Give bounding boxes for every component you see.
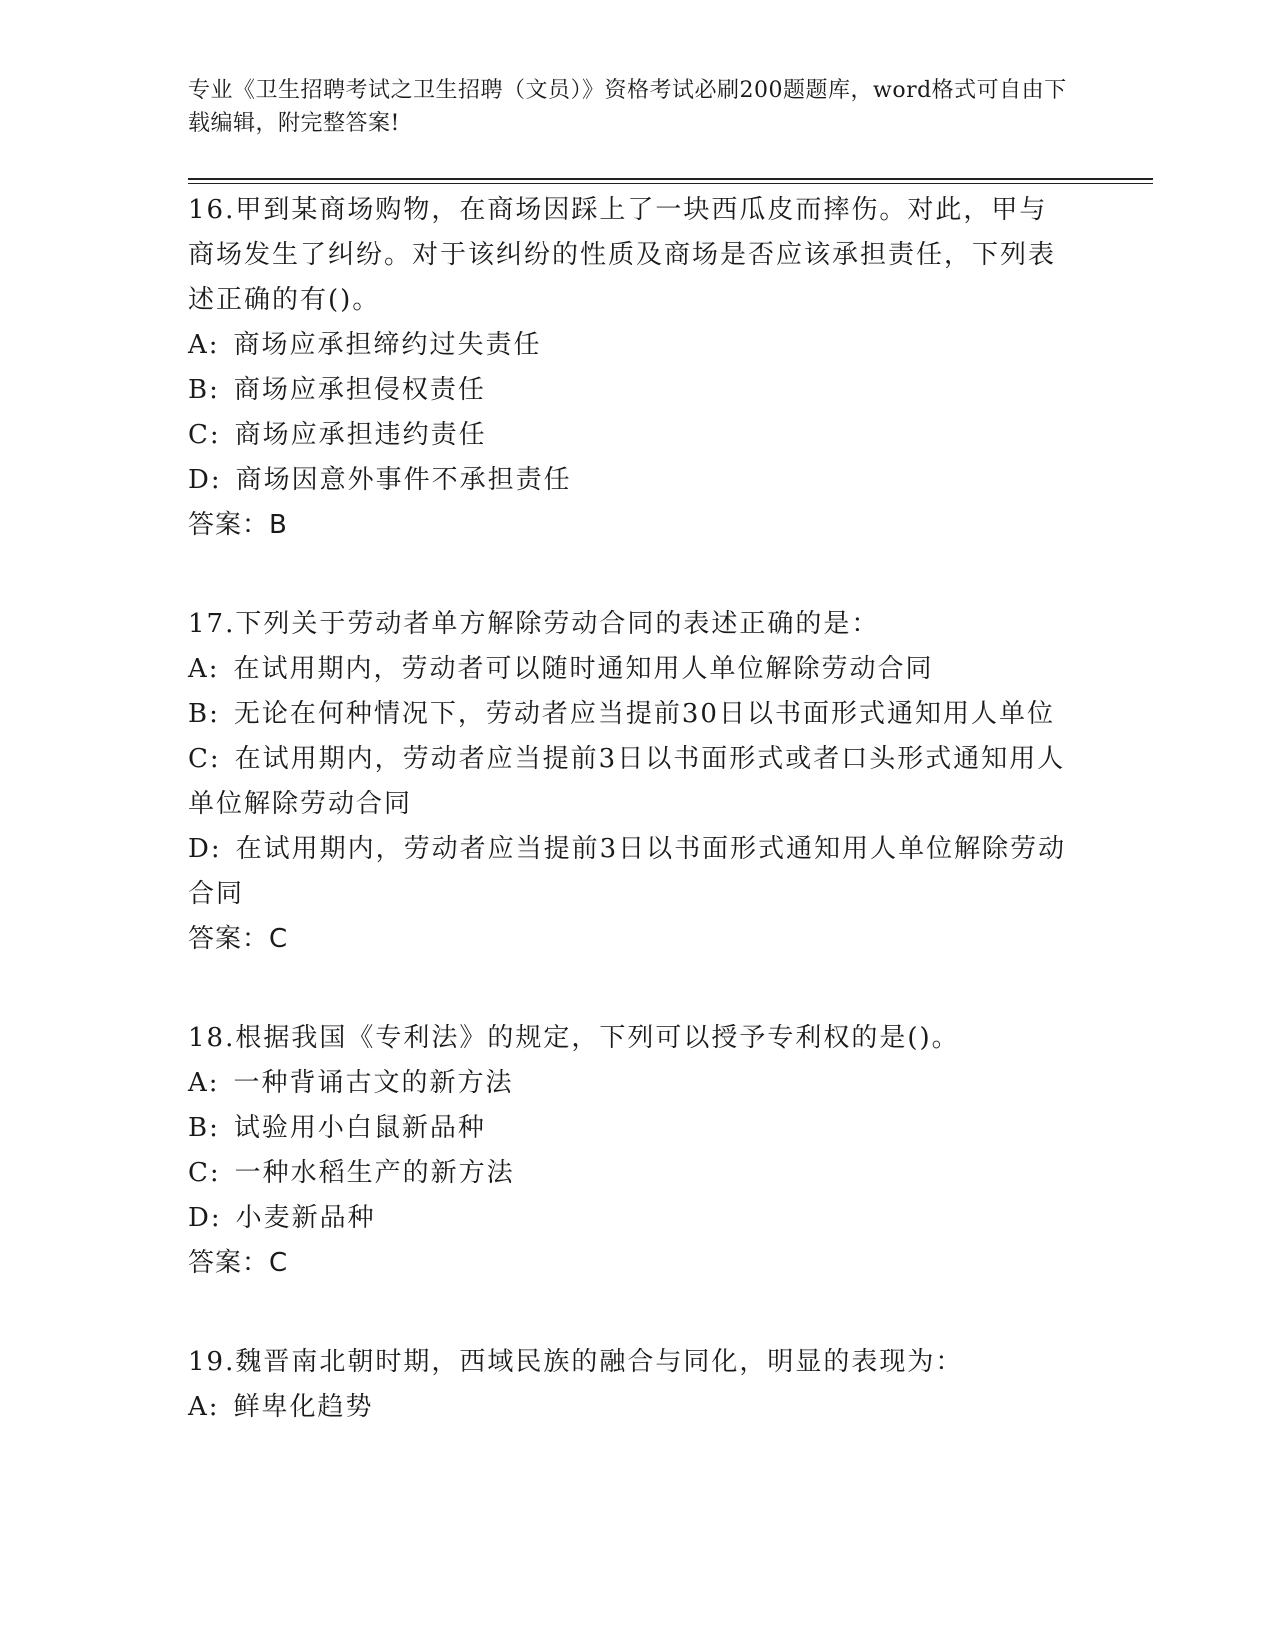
- question-18: [188, 1016, 1068, 1286]
- option-a: A: 一种背诵古文的新方法: [188, 1068, 514, 1098]
- question-stem: 19.魏晋南北朝时期，西域民族的融合与同化，明显的表现为：: [188, 1347, 964, 1377]
- question-19: [188, 1340, 1068, 1430]
- option-c: C: 在试用期内，劳动者应当提前3日以书面形式或者口头形式通知用人单位解除劳动合同: [188, 744, 1066, 819]
- answer-line: 答案：C: [188, 1248, 289, 1278]
- option-d: D: 小麦新品种: [188, 1203, 376, 1233]
- option-c: C: 商场应承担违约责任: [188, 420, 487, 450]
- header-divider-thin: [188, 183, 1153, 184]
- option-d: D: 在试用期内，劳动者应当提前3日以书面形式通知用人单位解除劳动合同: [188, 834, 1067, 909]
- answer-line: 答案：B: [188, 510, 288, 540]
- question-stem: 18.根据我国《专利法》的规定，下列可以授予专利权的是()。: [188, 1023, 960, 1053]
- option-b: B: 商场应承担侵权责任: [188, 375, 486, 405]
- question-stem: 16.甲到某商场购物，在商场因踩上了一块西瓜皮而摔伤。对此，甲与商场发生了纠纷。对于该纠纷的性质及商场是否应该承担责任，下列表述正确的有()。: [188, 195, 1057, 315]
- question-list: [188, 188, 1068, 1484]
- option-d: D: 商场因意外事件不承担责任: [188, 465, 572, 495]
- option-b: B: 试验用小白鼠新品种: [188, 1113, 486, 1143]
- answer-line: 答案：C: [188, 924, 289, 954]
- question-17: [188, 602, 1068, 962]
- option-a: A: 商场应承担缔约过失责任: [188, 330, 542, 360]
- option-b: B: 无论在何种情况下，劳动者应当提前30日以书面形式通知用人单位: [188, 699, 1055, 729]
- header-divider: [188, 178, 1153, 180]
- option-c: C: 一种水稻生产的新方法: [188, 1158, 515, 1188]
- document-header: 专业《卫生招聘考试之卫生招聘（文员）》资格考试必刷200题题库，word格式可自由下载编辑，附完整答案!: [188, 78, 1067, 136]
- option-a: A: 在试用期内，劳动者可以随时通知用人单位解除劳动合同: [188, 654, 934, 684]
- option-a: A: 鲜卑化趋势: [188, 1392, 374, 1422]
- question-stem: 17.下列关于劳动者单方解除劳动合同的表述正确的是：: [188, 609, 880, 639]
- question-16: [188, 188, 1068, 548]
